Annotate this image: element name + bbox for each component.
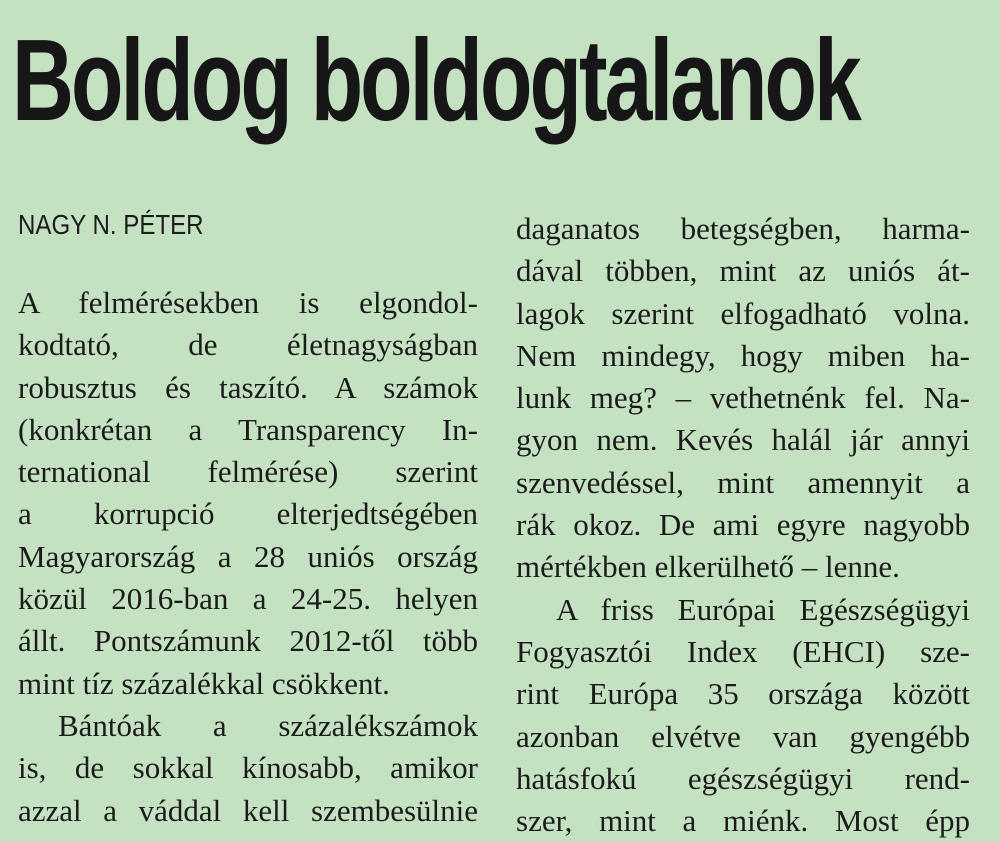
text-line: szenvedéssel, mint amennyit a bbox=[516, 464, 970, 500]
text-line: gyon nem. Kevés halál jár annyi bbox=[516, 422, 970, 458]
text-line: mértékben elkerülhető – lenne. bbox=[516, 549, 900, 585]
headline: Boldog boldogtalanok bbox=[12, 15, 859, 145]
text-line: daganatos betegségben, harma- bbox=[516, 211, 970, 246]
text-line: is, de sokkal kínosabb, amikor bbox=[18, 750, 478, 786]
text-line: Bántóak a százalékszámok bbox=[58, 707, 478, 743]
text-line: azonban elvétve van gyengébb bbox=[516, 718, 970, 754]
text-line: kodtató, de életnagyságban bbox=[18, 327, 478, 363]
text-line: dával többen, mint az uniós át- bbox=[516, 253, 970, 289]
text-line: rák okoz. De ami egyre nagyobb bbox=[516, 507, 970, 543]
text-line: állt. Pontszámunk 2012-től több bbox=[18, 623, 478, 659]
text-line: A felmérésekben is elgondol- bbox=[18, 285, 478, 320]
text-line: Nem mindegy, hogy miben ha- bbox=[516, 337, 970, 373]
text-line: mint tíz százalékkal csökkent. bbox=[18, 665, 390, 701]
text-line: A friss Európai Egészségügyi bbox=[556, 591, 970, 627]
text-line: a korrupció elterjedtségében bbox=[18, 496, 478, 532]
text-line: azzal a váddal kell szembesülnie bbox=[18, 792, 478, 828]
text-line: közül 2016-ban a 24-25. helyen bbox=[18, 581, 478, 617]
left-column bbox=[18, 282, 478, 832]
text-line: ternational felmérése) szerint bbox=[18, 454, 478, 490]
text-line: szer, mint a miénk. Most épp bbox=[516, 803, 970, 839]
text-line: Fogyasztói Index (EHCI) sze- bbox=[516, 633, 970, 669]
text-line: hatásfokú egészségügyi rend- bbox=[516, 760, 970, 796]
text-line: lagok szerint elfogadható volna. bbox=[516, 295, 970, 331]
right-column bbox=[516, 208, 970, 842]
text-line: robusztus és taszító. A számok bbox=[18, 369, 478, 405]
text-line: (konkrétan a Transparency In- bbox=[18, 411, 478, 447]
byline: NAGY N. PÉTER bbox=[18, 209, 204, 240]
text-line: Magyarország a 28 uniós ország bbox=[18, 538, 478, 574]
text-line: lunk meg? – vethetnénk fel. Na- bbox=[516, 380, 970, 416]
text-line: rint Európa 35 országa között bbox=[516, 676, 970, 712]
